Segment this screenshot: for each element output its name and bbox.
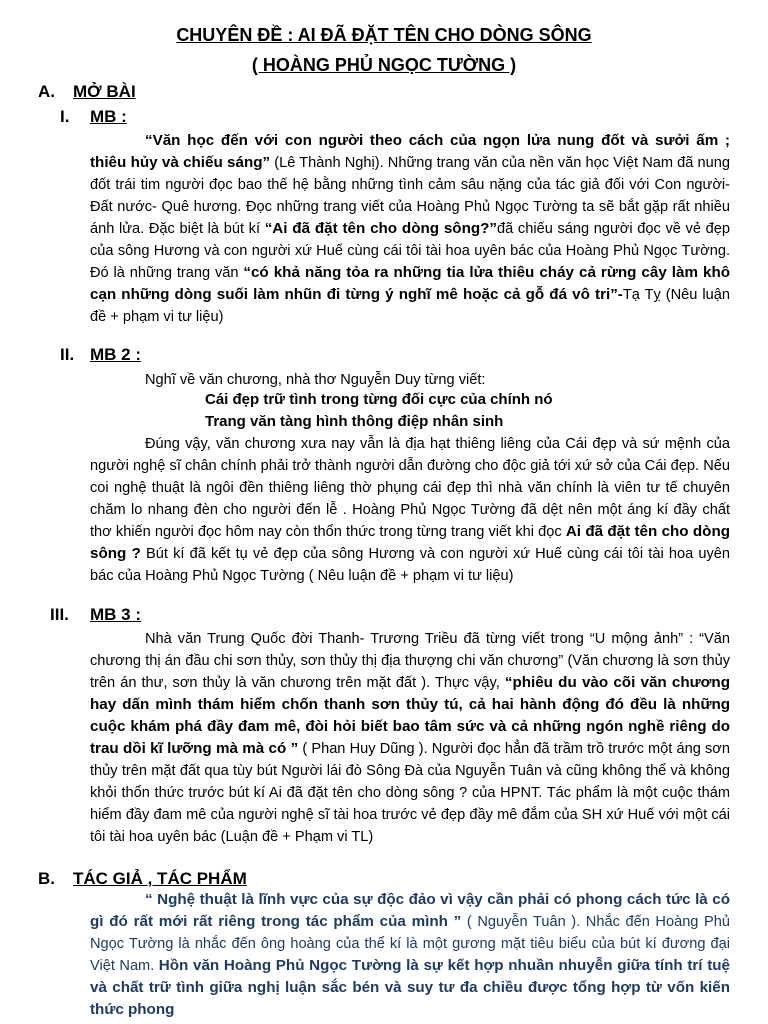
mb3-paragraph xyxy=(90,628,730,848)
mb1-quote-1: “Văn học đến với con người theo cách của ngọn lửa nung đốt và sưởi ấm ; thiêu hủy và chiếu sáng” xyxy=(90,132,730,171)
poem-line-1: Cái đẹp trữ tình trong từng đối cực của chính nó xyxy=(205,391,553,408)
mb1-paragraph xyxy=(90,130,730,328)
poem-line-2: Trang văn tàng hình thông điệp nhân sinh xyxy=(205,413,504,430)
section-a-label: MỞ BÀI xyxy=(73,82,136,101)
mb3-quote-1: “phiêu du vào cõi văn chương hay dấn mình thám hiểm chốn thanh sơn thủy tú, cả hai hành động đó đều là những cuộc khám phá đầy đam mê, đòi hỏi biết bao tâm sức và cả những ngón nghề riêng do trau dồi kĩ lưỡng mà mà có ” xyxy=(90,674,730,757)
mb3-text-2: ( Phan Huy Dũng ). Người đọc hẳn đã trầm trồ trước một áng sơn thủy trên mặt đất qua tùy bút Người lái đò Sông Đà của Nguyễn Tuân và cũng không thể và không khỏi thổn thức trước bút kí Ai đã đặt tên cho dòng sông ? của HPNT. Tác phẩm là một cuộc thám hiểm đầy đam mê của người nghệ sĩ tài hoa trước vẻ đẹp đầy mê đắm của SH xứ Huế với một cái tôi tài hoa uyên bác (Luận đề + Phạm vi TL) xyxy=(90,741,730,845)
document-subtitle: ( HOÀNG PHỦ NGỌC TƯỜNG ) xyxy=(251,55,517,75)
mb1-quote-3: “có khả năng tỏa ra những tia lửa thiêu cháy cả rừng cây làm khô cạn những dòng suối làm nhũn đi từng ý nghĩ mê hoặc cả gỗ đá vô tri”- xyxy=(90,264,730,303)
mb3-heading xyxy=(50,605,141,625)
mb3-text-1: Nhà văn Trung Quốc đời Thanh- Trương Triều đã từng viết trong “U mộng ảnh” : “Văn chương thị án đầu chi sơn thủy, sơn thủy thị địa thượng chi văn chương” (Văn chương là sơn thủy trên án thư, sơn thủy là văn chương trên mặt đất ). Thực vậy, xyxy=(90,631,730,691)
section-a-number: A. xyxy=(38,82,55,101)
section-b-text-1: ( Nguyễn Tuân ). Nhắc đến Hoàng Phủ Ngọc Tường là nhắc đến ông hoàng của thể kí là một gương mặt tiêu biểu của bút kí đương đại Việt Nam. xyxy=(90,914,730,974)
section-b-quote-2: Hồn văn Hoàng Phủ Ngọc Tường là sự kết hợp nhuần nhuyễn giữa tính trí tuệ và chất trữ tình giữa nghị luận sắc bén và suy tư đa chiều được tổng hợp từ vốn kiến thức phong xyxy=(90,957,730,1018)
mb1-text-3: Tạ Tỵ (Nêu luận đề + phạm vi tư liệu) xyxy=(90,287,730,325)
section-b-paragraph xyxy=(90,889,730,1021)
mb2-heading xyxy=(60,345,141,365)
section-b-number: B. xyxy=(38,869,55,888)
mb2-label: MB 2 : xyxy=(90,345,141,364)
mb3-number: III. xyxy=(50,605,69,624)
mb1-quote-2: “Ai đã đặt tên cho dòng sông?” xyxy=(264,220,498,237)
mb2-intro-text: Nghĩ về văn chương, nhà thơ Nguyễn Duy từng viết: xyxy=(145,372,486,388)
section-b-quote-1: “ Nghệ thuật là lĩnh vực của sự độc đảo vì vậy cần phải có phong cách tức là có gì đó rất mới rất riêng trong tác phẩm của mình ” xyxy=(90,891,730,930)
mb2-intro xyxy=(90,369,730,391)
mb2-text-1: Đúng vậy, văn chương xưa nay vẫn là địa hạt thiêng liêng của Cái đẹp và sứ mệnh của người nghệ sĩ chân chính phải trở thành người dẫn đường cho độc giả tới xứ sở của Cái đẹp. Nếu coi nghệ thuật là ngôi đền thiêng liêng thờ phụng cái đẹp thì nhà văn chính là viên tư tế chuyên chăm lo nhang đèn cho người đến lễ . Hoàng Phủ Ngọc Tường đã dệt nên một áng kí đầy chất thơ khiến người đọc hôm nay còn thổn thức trong từng trang viết khi đọc xyxy=(90,436,730,540)
mb1-label: MB : xyxy=(90,107,127,126)
section-b-heading xyxy=(38,869,247,889)
mb2-text-2: Bút kí đã kết tụ vẻ đẹp của sông Hương và con người xứ Huế cùng cái tôi tài hoa uyên bác của Hoàng Phủ Ngọc Tường ( Nêu luận đề + phạm vi tư liệu) xyxy=(90,546,730,584)
mb2-quote-1: Ai đã đặt tên cho dòng sông ? xyxy=(90,523,730,562)
mb1-number: I. xyxy=(60,107,70,126)
mb3-label: MB 3 : xyxy=(90,605,141,624)
mb1-heading xyxy=(60,107,127,127)
section-a-heading xyxy=(38,82,136,102)
mb1-text-1: (Lê Thành Nghị). Những trang văn của nền văn học Việt Nam đã nung đốt trái tim người đọc bao thế hệ bằng những tình cảm sâu nặng của tác giả đối với Con người- Đất nước- Quê hương. Đọc những trang viết của Hoàng Phủ Ngọc Tường ta sẽ bắt gặp rất nhiều ánh lửa. Đặc biệt là bút kí xyxy=(90,155,730,237)
mb2-paragraph xyxy=(90,433,730,587)
section-b-label: TÁC GIẢ , TÁC PHẨM xyxy=(73,869,247,888)
mb2-number: II. xyxy=(60,345,75,364)
mb1-text-2: đã chiếu sáng người đọc về vẻ đẹp của sông Hương và con người xứ Huế cùng cái tôi tài hoa uyên bác của Hoàng Phủ Ngọc Tường. Đó là những trang văn xyxy=(90,221,730,281)
document-title: CHUYÊN ĐỀ : AI ĐÃ ĐẶT TÊN CHO DÒNG SÔNG xyxy=(176,25,592,45)
